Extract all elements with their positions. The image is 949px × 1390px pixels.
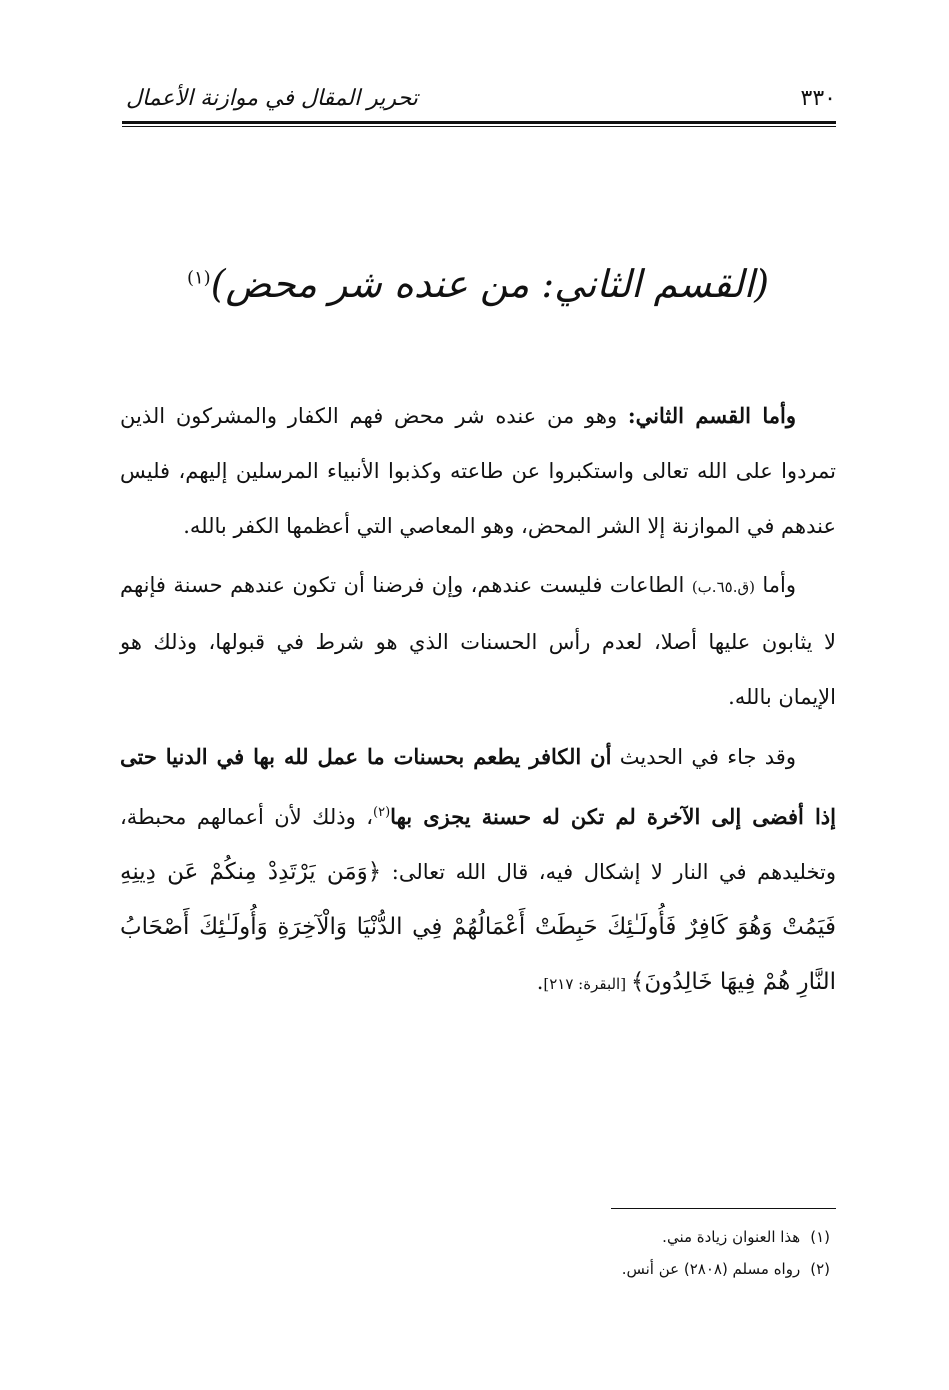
paragraph-2: [120, 558, 836, 725]
footnote-1: [120, 1228, 830, 1246]
verse-reference: [البقرة: ٢١٧]: [543, 975, 631, 993]
page-number: ٣٣٠: [800, 86, 836, 111]
hadith-text: أن الكافر يطعم بحسنات ما عمل لله بها في الدنيا حتى إذا أفضى إلى الآخرة لم تكن له حسنة يجزى بها: [120, 744, 836, 829]
paragraph-lead: وأما القسم الثاني:: [627, 403, 796, 428]
header-rule: [122, 121, 836, 127]
footnote-ref-1: (١): [186, 267, 211, 289]
footnote-text: رواه مسلم (٢٨٠٨) عن أنس.: [621, 1260, 801, 1278]
body-text: [120, 388, 836, 1016]
paragraph-text: وهو من عنده شر محض فهم الكفار والمشركون الذين تمردوا على الله تعالى واستكبروا عن طاعته وكذبوا الأنبياء المرسلين إليهم، فليس عندهم في الموازنة إلا الشر المحض، وهو المعاصي التي أعظمها الكفر بالله.: [120, 404, 836, 538]
footnote-ref-2: (٢): [373, 805, 391, 820]
paragraph-start: وقد جاء في الحديث: [611, 745, 796, 769]
footnote-rule: [611, 1208, 836, 1209]
section-title-text: (القسم الثاني: من عنده شر محض): [210, 262, 770, 306]
paragraph-middle: ، وذلك لأن أعمالهم محبطة، وتخليدهم في النار لا إشكال فيه، قال الله تعالى:: [120, 805, 836, 884]
footnote-number: (١): [810, 1228, 830, 1246]
paragraph-end: .: [536, 970, 544, 994]
quran-verse: ﴿وَمَن يَرْتَدِدْ مِنكُمْ عَن دِينِهِ فَيَمُتْ وَهُوَ كَافِرٌ فَأُولَـٰئِكَ حَبِطَتْ أَعْمَالُهُمْ فِي الدُّنْيَا وَالْآخِرَةِ وَأُولَـٰئِكَ أَصْحَابُ النَّارِ هُمْ فِيهَا خَالِدُونَ﴾: [120, 859, 836, 995]
page-header: [120, 78, 836, 118]
footnote-text: هذا العنوان زيادة مني.: [662, 1228, 801, 1246]
footnote-2: [120, 1260, 830, 1278]
running-title: تحرير المقال في موازنة الأعمال: [126, 86, 418, 111]
section-title: [120, 262, 836, 306]
paragraph-3: [120, 729, 836, 1012]
paragraph-text: الطاعات فليست عندهم، وإن فرضنا أن تكون عندهم حسنة فإنهم لا يثابون عليها أصلا، لعدم رأس الحسنات الذي هو شرط في قبولها، وذلك هو الإيمان بالله.: [120, 573, 836, 709]
paragraph-1: [120, 388, 836, 554]
footnotes: [120, 1228, 830, 1292]
footnote-number: (٢): [810, 1260, 830, 1278]
paragraph-start: وأما: [754, 573, 796, 597]
manuscript-citation: (ق.٦٥.ب): [691, 578, 755, 596]
